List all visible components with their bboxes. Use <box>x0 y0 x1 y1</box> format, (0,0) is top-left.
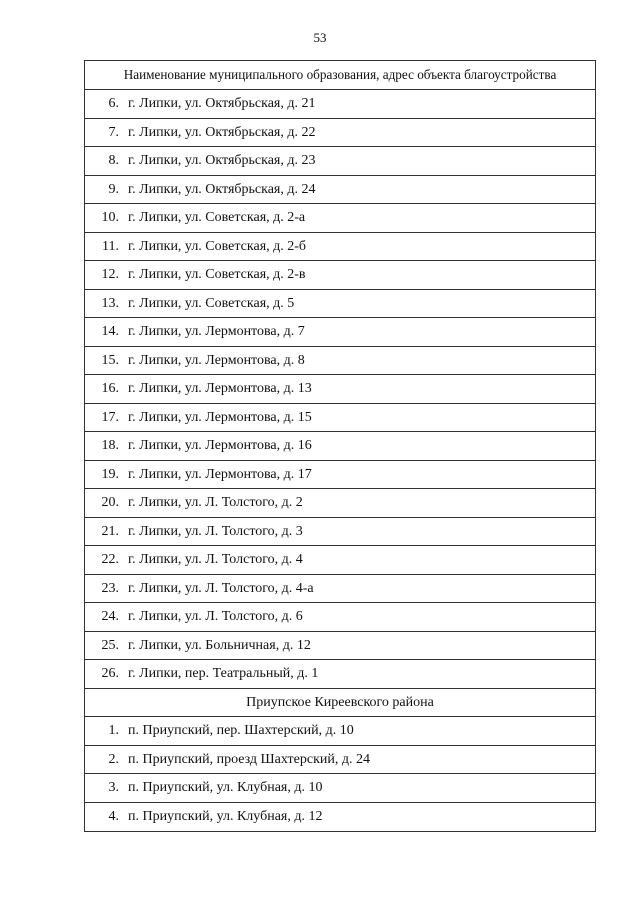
row-number: 1. <box>108 723 119 738</box>
row-number: 8. <box>108 153 119 168</box>
row-number: 20. <box>101 495 119 510</box>
table-row <box>85 461 595 490</box>
row-address: г. Липки, ул. Октябрьская, д. 23 <box>128 153 316 168</box>
row-address: г. Липки, ул. Лермонтова, д. 15 <box>128 409 312 425</box>
row-address: г. Липки, ул. Л. Толстого, д. 2 <box>128 495 303 510</box>
table-row <box>85 347 595 376</box>
row-address: г. Липки, ул. Советская, д. 2-а <box>128 210 306 225</box>
row-number: 17. <box>101 409 119 425</box>
row-number: 2. <box>108 751 119 767</box>
table-row <box>85 546 595 575</box>
table-row <box>85 746 595 775</box>
table-row <box>85 375 595 404</box>
table-row <box>85 717 595 746</box>
row-number: 3. <box>108 780 119 795</box>
table-row <box>85 404 595 433</box>
row-address: г. Липки, ул. Советская, д. 5 <box>128 295 295 311</box>
row-address: г. Липки, ул. Л. Толстого, д. 3 <box>128 523 303 539</box>
table-row <box>85 119 595 148</box>
row-address: г. Липки, ул. Л. Толстого, д. 4 <box>128 552 303 567</box>
table-row <box>85 261 595 290</box>
row-number: 13. <box>101 295 119 311</box>
row-address: г. Липки, ул. Октябрьская, д. 21 <box>128 96 316 111</box>
table-row <box>85 603 595 632</box>
table-header: Наименование муниципального образования, адрес объекта благоустройства <box>85 61 595 90</box>
row-number: 22. <box>101 552 119 567</box>
row-number: 15. <box>101 352 119 368</box>
table-row <box>85 233 595 262</box>
row-address: п. Приупский, проезд Шахтерский, д. 24 <box>128 751 370 767</box>
row-number: 25. <box>101 637 119 653</box>
row-address: г. Липки, ул. Советская, д. 2-б <box>128 238 307 254</box>
table-row <box>85 660 595 689</box>
table-row <box>85 90 595 119</box>
row-number: 9. <box>108 181 119 197</box>
row-number: 26. <box>101 666 119 681</box>
table-row <box>85 204 595 233</box>
table-row <box>85 176 595 205</box>
table-row <box>85 432 595 461</box>
section-heading: Приупское Киреевского района <box>85 689 595 718</box>
table-row <box>85 575 595 604</box>
table-row <box>85 518 595 547</box>
row-address: г. Липки, ул. Лермонтова, д. 13 <box>128 381 312 396</box>
row-address: г. Липки, ул. Л. Толстого, д. 6 <box>128 609 303 624</box>
address-table <box>84 60 596 832</box>
table-row <box>85 774 595 803</box>
row-number: 12. <box>101 267 119 282</box>
row-address: п. Приупский, пер. Шахтерский, д. 10 <box>128 723 354 738</box>
row-address: г. Липки, ул. Октябрьская, д. 24 <box>128 181 316 197</box>
row-number: 18. <box>101 438 119 453</box>
row-address: г. Липки, ул. Лермонтова, д. 8 <box>128 352 305 368</box>
row-number: 6. <box>108 96 119 111</box>
table-row <box>85 290 595 319</box>
row-number: 24. <box>101 609 119 624</box>
table-row <box>85 803 595 832</box>
row-address: г. Липки, ул. Больничная, д. 12 <box>128 637 311 653</box>
row-address: г. Липки, пер. Театральный, д. 1 <box>128 666 319 681</box>
table-row <box>85 632 595 661</box>
page-number: 53 <box>313 30 327 45</box>
row-number: 19. <box>101 466 119 482</box>
row-number: 21. <box>101 523 119 539</box>
row-number: 11. <box>102 238 119 254</box>
table-row <box>85 489 595 518</box>
row-address: г. Липки, ул. Лермонтова, д. 7 <box>128 324 305 339</box>
row-number: 16. <box>101 381 119 396</box>
row-address: г. Липки, ул. Лермонтова, д. 17 <box>128 466 312 482</box>
table-row <box>85 318 595 347</box>
row-address: г. Липки, ул. Советская, д. 2-в <box>128 267 306 282</box>
row-number: 10. <box>101 210 119 225</box>
row-address: г. Липки, ул. Л. Толстого, д. 4-а <box>128 580 314 596</box>
row-address: п. Приупский, ул. Клубная, д. 10 <box>128 780 323 795</box>
row-address: г. Липки, ул. Лермонтова, д. 16 <box>128 438 312 453</box>
row-address: п. Приупский, ул. Клубная, д. 12 <box>128 808 323 824</box>
row-number: 4. <box>108 808 119 824</box>
row-number: 23. <box>101 580 119 596</box>
row-address: г. Липки, ул. Октябрьская, д. 22 <box>128 124 316 140</box>
row-number: 14. <box>101 324 119 339</box>
row-number: 7. <box>108 124 119 140</box>
table-row <box>85 147 595 176</box>
